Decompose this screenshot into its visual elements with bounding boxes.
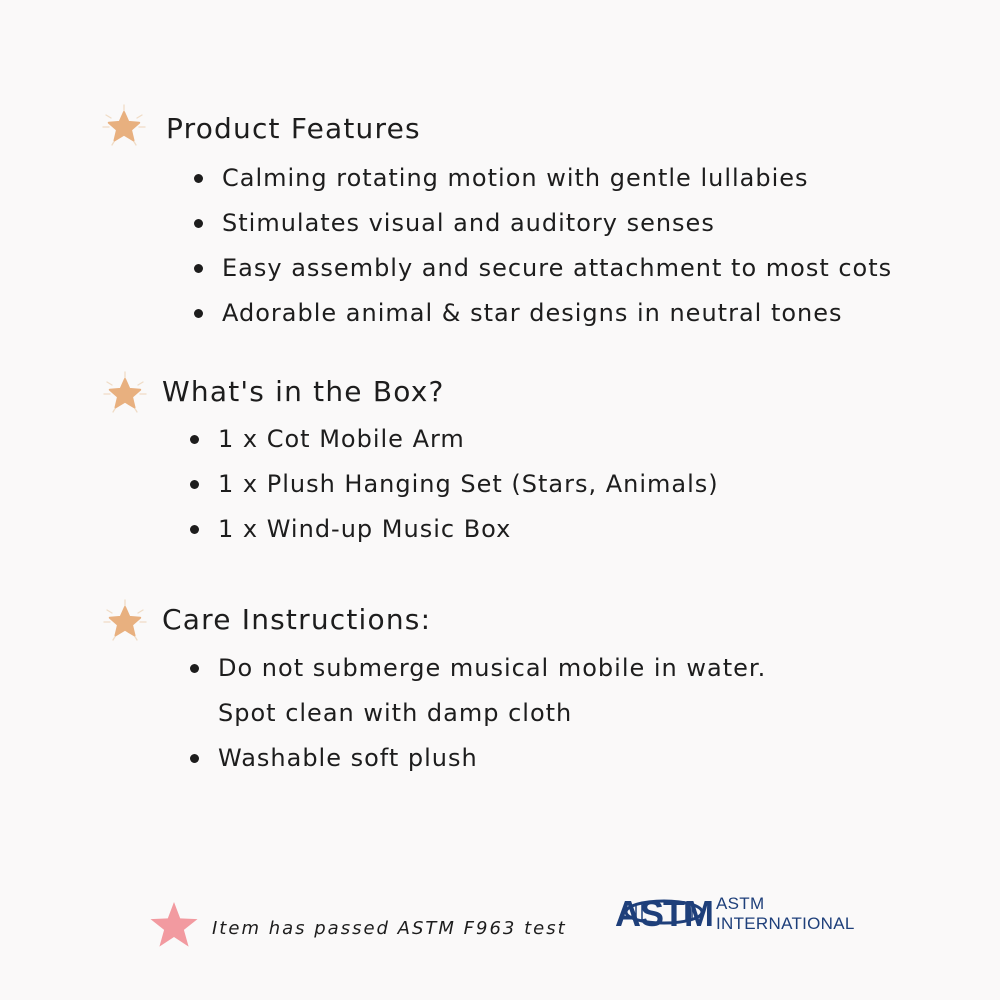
- astm-logo-text: ASTM: [615, 893, 713, 934]
- list-item: 1 x Wind-up Music Box: [188, 507, 719, 552]
- list-item: [188, 646, 766, 736]
- list-item-line: Spot clean with damp cloth: [218, 699, 573, 727]
- astm-organization-name: [716, 894, 855, 934]
- star-icon: [100, 103, 148, 151]
- box-contents-heading-row: [0, 370, 1000, 420]
- list-item: Calming rotating motion with gentle lullabies: [192, 156, 892, 201]
- astm-logo: [615, 876, 713, 948]
- box-contents-list: [188, 417, 719, 552]
- list-item-line: Do not submerge musical mobile in water.: [218, 654, 767, 682]
- product-features-list: [192, 156, 892, 336]
- star-icon: [101, 598, 149, 646]
- section-heading: Care Instructions:: [162, 603, 432, 636]
- list-item: Stimulates visual and auditory senses: [192, 201, 892, 246]
- list-item: Easy assembly and secure attachment to most cots: [192, 246, 892, 291]
- astm-name-line: ASTM: [716, 894, 765, 913]
- list-item: 1 x Plush Hanging Set (Stars, Animals): [188, 462, 719, 507]
- product-features-heading-row: [0, 103, 1000, 153]
- list-item: 1 x Cot Mobile Arm: [188, 417, 719, 462]
- care-instructions-heading-row: [0, 598, 1000, 648]
- list-item: Washable soft plush: [188, 736, 766, 781]
- section-heading: Product Features: [166, 112, 421, 145]
- certification-text: Item has passed ASTM F963 test: [212, 918, 567, 939]
- list-item: Adorable animal & star designs in neutral tones: [192, 291, 892, 336]
- star-icon: [101, 370, 149, 418]
- care-instructions-list: [188, 646, 766, 781]
- astm-name-line: INTERNATIONAL: [716, 914, 855, 933]
- section-heading: What's in the Box?: [162, 375, 445, 408]
- star-icon: [148, 900, 200, 952]
